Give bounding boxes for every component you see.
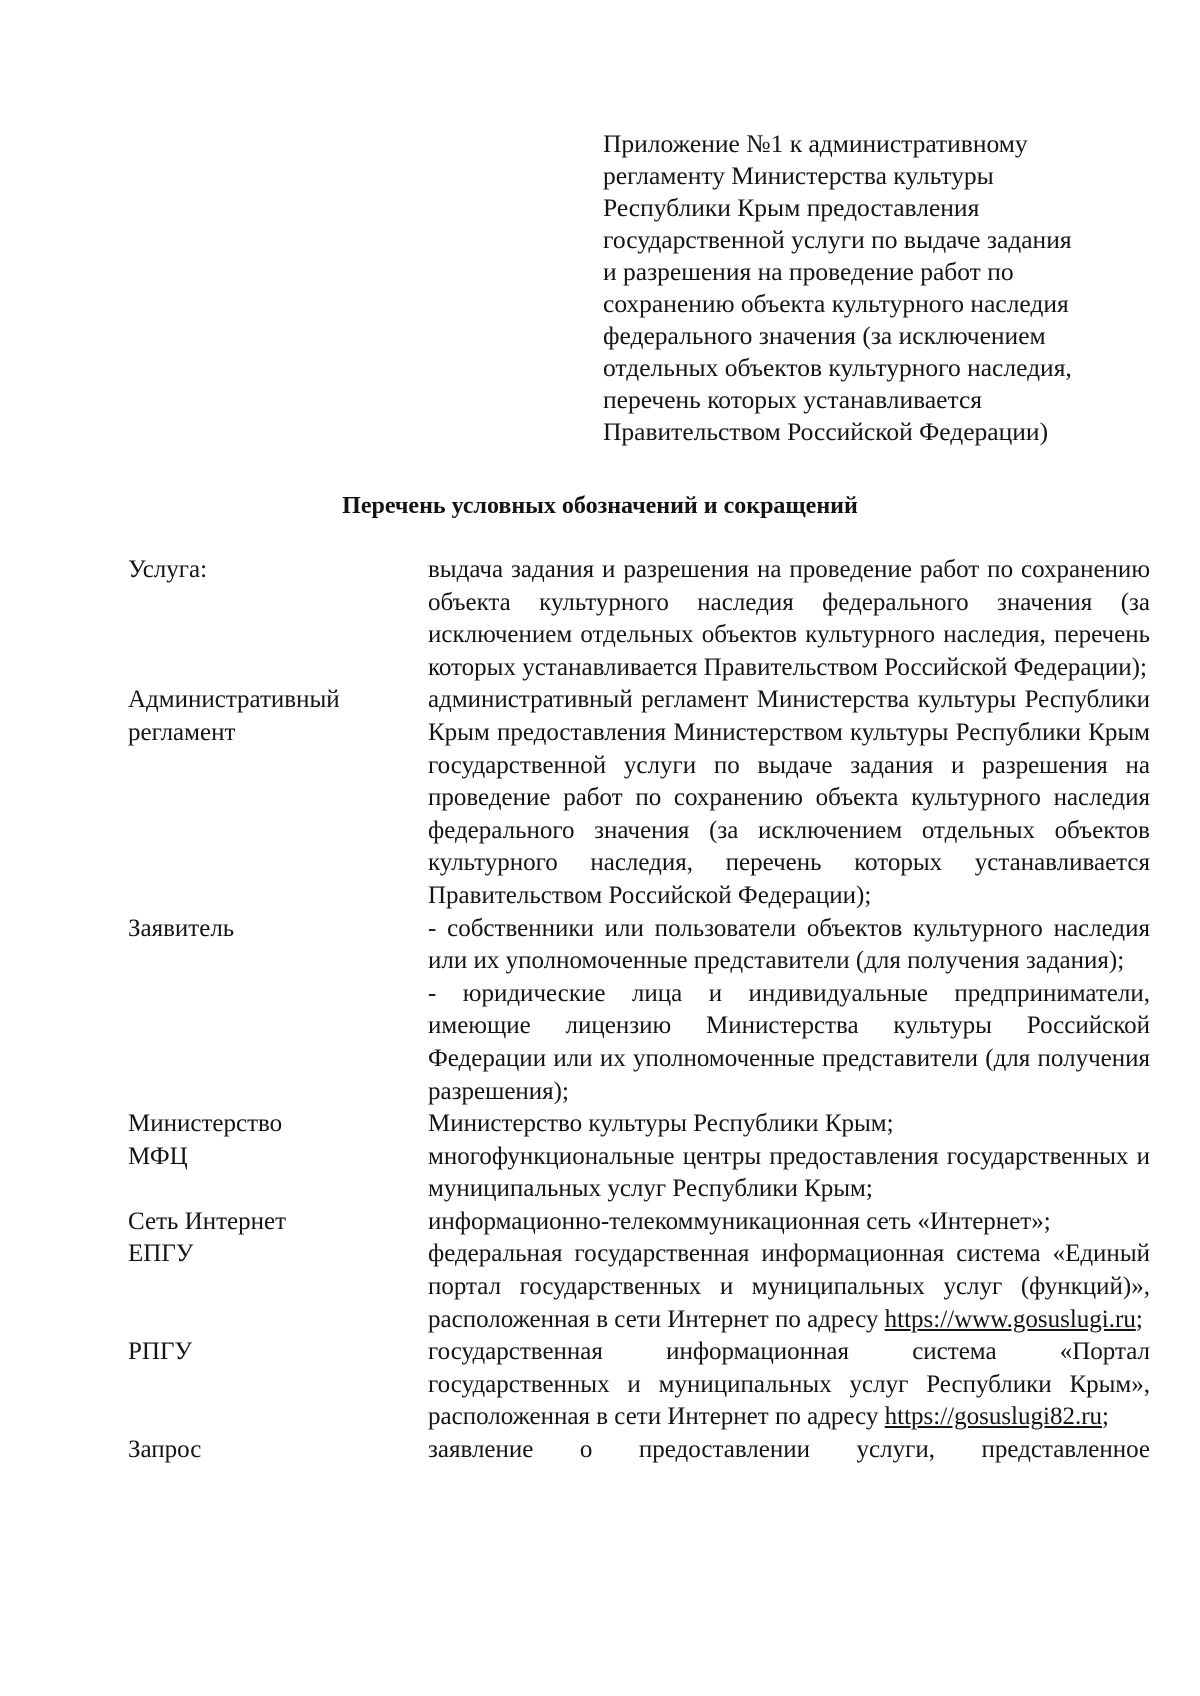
list-item (128, 1336, 1150, 1434)
annex-line: Республики Крым предоставления (603, 193, 980, 222)
punctuation: ; (1135, 1305, 1143, 1333)
term: Сеть Интернет (128, 1207, 287, 1235)
term: РПГУ (128, 1338, 193, 1366)
list-item (128, 913, 1150, 1109)
term: Заявитель (128, 914, 235, 942)
rpgu-link[interactable]: https://gosuslugi82.ru (884, 1403, 1103, 1431)
term: ЕПГУ (128, 1240, 194, 1268)
definition: - юридические лица и индивидуальные предприниматели, имеющие лицензию Министерства культуры Российской Федерации или их уполномоченные представители (для получения разрешения); (428, 979, 1150, 1105)
term: Услуга: (128, 556, 208, 583)
term: Запрос (128, 1436, 202, 1464)
definition: административный регламент Министерства культуры Республики Крым предоставления Министерством культуры Республики Крым государственной услуги по выдаче задания и разрешения на проведение работ по сохранению объекта культурного наследия федерального значения (за исключением отдельных объектов культурного наследия, перечень которых устанавливается Правительством Российской Федерации); (428, 686, 1150, 909)
list-item (128, 554, 1150, 684)
list-item (128, 684, 1150, 912)
definition: Министерство культуры Республики Крым; (428, 1110, 894, 1138)
definition: государственная информационная система «Портал государственных и муниципальных услуг Республики Крым», расположенная в сети Интернет по адресу (428, 1338, 1150, 1431)
annex-line: федерального значения (за исключением (603, 321, 1046, 350)
definition-block (428, 913, 1150, 1109)
definition: заявление о предоставлении услуги, представленное (428, 1436, 1150, 1464)
definition: информационно-телекоммуникационная сеть «Интернет»; (428, 1207, 1051, 1235)
term: Административный регламент (128, 686, 340, 746)
list-item (128, 1206, 1150, 1239)
definition: - собственники или пользователи объектов культурного наследия или их уполномоченные представители (для получения задания); (428, 914, 1150, 975)
annex-line: государственной услуги по выдаче задания (603, 225, 1072, 254)
term: Министерство (128, 1110, 283, 1138)
punctuation: ; (1102, 1403, 1109, 1431)
annex-line: сохранению объекта культурного наследия (603, 289, 1069, 318)
annex-line: перечень которых устанавливается (603, 385, 982, 414)
abbreviations-list (128, 554, 1150, 1467)
epgu-link[interactable]: https://www.gosuslugi.ru (884, 1305, 1136, 1333)
annex-line: отдельных объектов культурного наследия, (603, 353, 1072, 382)
list-item (128, 1108, 1150, 1141)
definition-block (428, 1336, 1150, 1434)
annex-line: Правительством Российской Федерации) (603, 417, 1049, 446)
definition: многофункциональные центры предоставления государственных и муниципальных услуг Республики Крым; (428, 1142, 1150, 1203)
annex-line: и разрешения на проведение работ по (603, 257, 1014, 286)
annex-line: Приложение №1 к административному (603, 129, 1028, 158)
list-item (128, 1434, 1150, 1467)
annex-line: регламенту Министерства культуры (603, 161, 994, 190)
annex-header (603, 128, 1133, 448)
definition: выдача задания и разрешения на проведение работ по сохранению объекта культурного наследия федерального значения (за исключением отдельных объектов культурного наследия, перечень которых устанавливается Правительством Российской Федерации); (428, 556, 1150, 681)
list-item (128, 1238, 1150, 1336)
definition: федеральная государственная информационная система «Единый портал государственных и муниципальных услуг (функций)», расположенная в сети Интернет по адресу (428, 1240, 1150, 1333)
definition-block (428, 1238, 1150, 1336)
page-title: Перечень условных обозначений и сокращений (342, 493, 858, 519)
term: МФЦ (128, 1142, 188, 1170)
list-item (128, 1141, 1150, 1206)
